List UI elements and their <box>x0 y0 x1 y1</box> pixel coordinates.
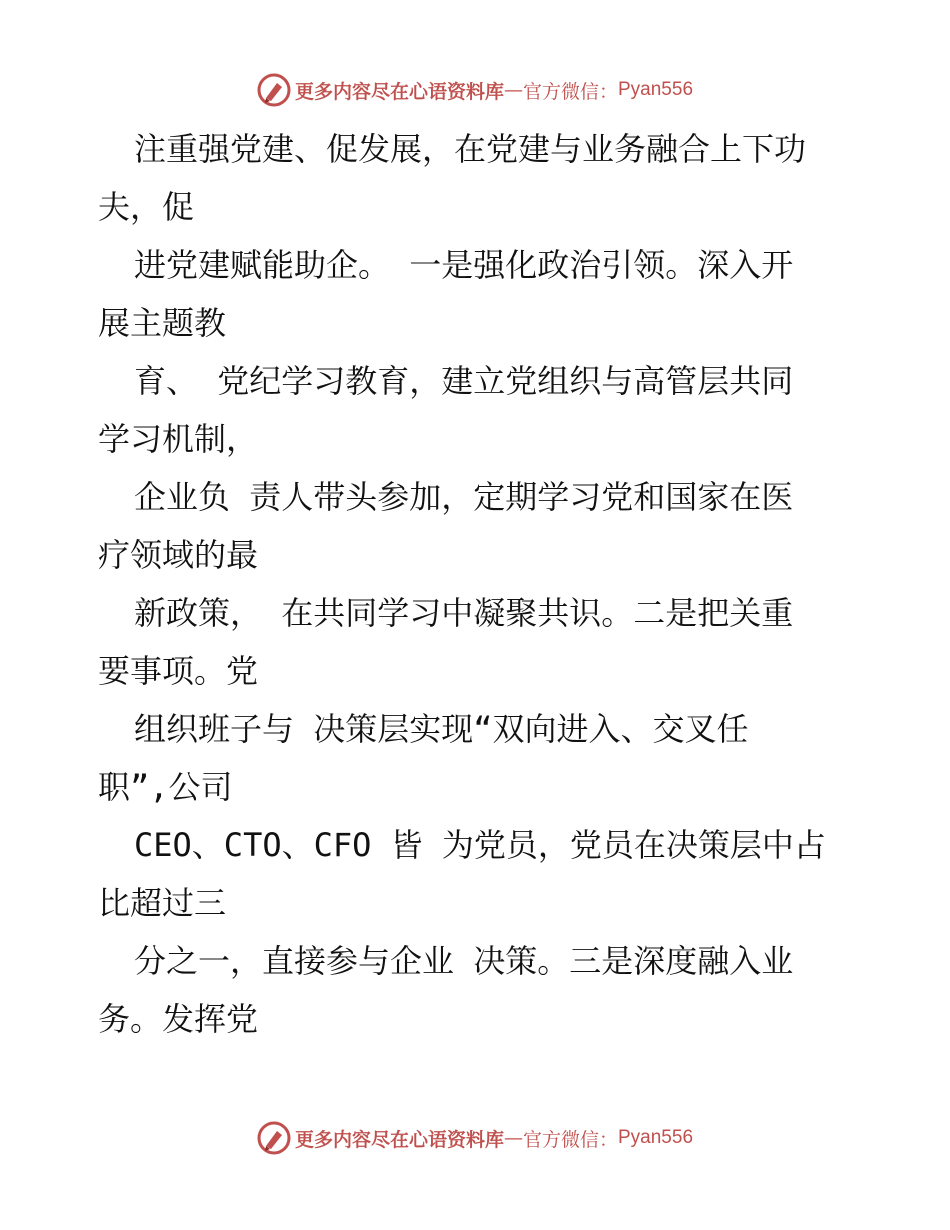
text-line: 展主题教 <box>98 304 227 342</box>
text-line: 企业负 责人带头参加，定期学习党和国家在医 <box>134 478 794 516</box>
banner-dash: — <box>503 79 523 101</box>
text-line: 育、 党纪学习教育，建立党组织与高管层共同 <box>134 362 794 400</box>
text-line: 分之一，直接参与企业 决策。三是深度融入业 <box>134 942 794 980</box>
text-line: 比超过三 <box>98 884 227 922</box>
footer-banner <box>0 1118 950 1158</box>
pen-logo-icon <box>257 73 291 107</box>
header-banner <box>0 70 950 110</box>
text-line: 夫，促 <box>98 188 195 226</box>
text-line: 新政策， 在共同学习中凝聚共识。二是把关重 <box>134 594 794 632</box>
text-line: 学习机制， <box>98 420 259 458</box>
banner-wechat-label: 官方微信： <box>522 80 618 103</box>
text-line: 进党建赋能助企。 一是强化政治引领。深入开 <box>134 246 794 284</box>
pen-logo-icon <box>257 1121 291 1155</box>
banner-dash: — <box>503 1127 523 1149</box>
text-line: 注重强党建、促发展，在党建与业务融合上下功 <box>134 130 807 168</box>
banner-wechat-id: Pyan556 <box>618 1127 694 1148</box>
banner-main-text: 更多内容尽在心语资料库 <box>294 1128 504 1151</box>
text-line: 务。发挥党 <box>98 1000 259 1038</box>
text-line: CEO、CTO、CFO 皆 为党员，党员在决策层中占 <box>134 826 826 864</box>
banner-wechat-label: 官方微信： <box>522 1128 618 1151</box>
body-text <box>98 120 868 1048</box>
text-line: 疗领域的最 <box>98 536 259 574</box>
text-line: 要事项。党 <box>98 652 259 690</box>
text-line: 组织班子与 决策层实现“双向进入、交叉任 <box>134 710 749 748</box>
text-line: 职”,公司 <box>98 768 233 806</box>
banner-wechat-id: Pyan556 <box>618 79 694 100</box>
banner-main-text: 更多内容尽在心语资料库 <box>294 80 504 103</box>
